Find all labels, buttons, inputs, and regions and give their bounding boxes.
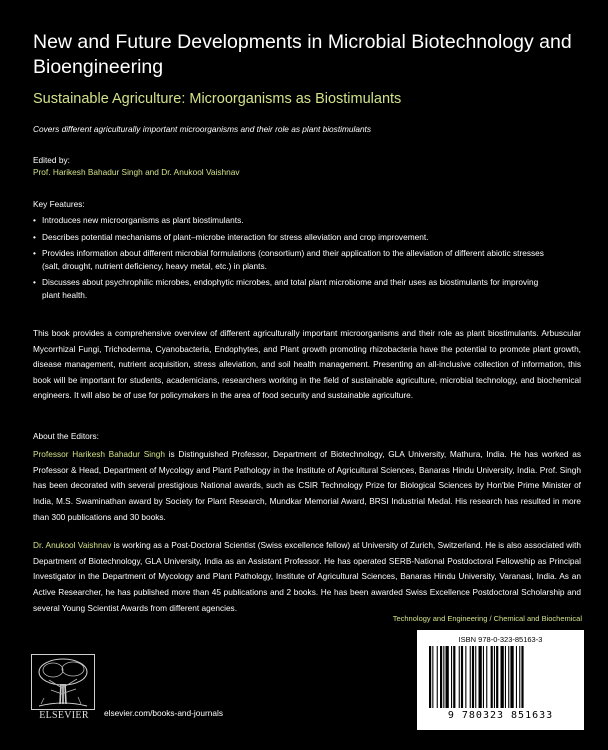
subject-category: Technology and Engineering / Chemical and Biochemical <box>392 614 582 623</box>
editor-bio-text-singh: is Distinguished Professor, Department of Biotechnology, GLA University, Mathura, India. He has worked as Professor & Head, Department of Mycology and Plant Pathology in the Institute of Agricultural Sciences, Banaras Hindu University, India. Prof. Singh has been decorated with several prestigious National awards, such as CSIR Technology Prize for Biological Sciences by Hon'ble Prime Minister of India, M.S. Swaminathan award by Society for Plant Research, Mundkar Memorial Award, BRSI Industrial Medal. His research has resulted in more than 300 publications and 30 books. <box>33 449 581 522</box>
barcode-bar <box>510 646 513 708</box>
barcode-bar <box>521 646 523 708</box>
barcode-bar <box>432 646 433 708</box>
barcode-bar <box>437 646 438 708</box>
isbn-barcode-box <box>417 630 584 730</box>
barcode-bar <box>472 646 474 708</box>
book-title: New and Future Developments in Microbial Biotechnology and Bioengineering <box>33 31 572 78</box>
tagline: Covers different agriculturally important microorganisms and their role as plant biostimulants <box>33 124 372 134</box>
key-feature-item: • Introduces new microorganisms as plant biostimulants. <box>33 214 553 227</box>
key-feature-item: • Discusses about psychrophilic microbes, endophytic microbes, and total plant microbiome and their uses as biostimulants for improving plant health. <box>33 276 553 301</box>
key-features-list <box>33 214 553 305</box>
barcode-bar <box>465 646 466 708</box>
barcode-bar <box>479 646 482 708</box>
editor-bio-vaishnav <box>33 538 581 617</box>
about-editors-label: About the Editors: <box>33 431 99 441</box>
publisher-website[interactable]: elsevier.com/books-and-journals <box>104 708 223 718</box>
barcode-bar <box>516 646 517 708</box>
editor-name-singh: Professor Harikesh Bahadur Singh <box>33 449 165 459</box>
editor-bio-singh <box>33 447 581 526</box>
barcode-bar <box>451 646 452 708</box>
isbn-number: ISBN 978-0-323-85163-3 <box>458 635 543 644</box>
book-summary: This book provides a comprehensive overview of different agriculturally important microorganisms and their role as plant biostimulants. Arbuscular Mycorrhizal Fungi, Trichoderma, Cyanobacteria, Endophytes, and Plant growth promoting rhizobacteria have the potential to promote plant growth, disease management, nutrient acquisition, stress alleviation, and soil health management. Presenting an all-inclusive collection of information, this book will be important for students, academicians, researchers working in the field of sustainable agriculture, microbial technology, and biochemical engineers. It will also be of use for policymakers in the area of food security and sustainable agriculture. <box>33 328 581 400</box>
barcode-bar <box>491 646 493 708</box>
key-feature-item: • Provides information about different microbial formulations (consortium) and their application to the alleviation of different abiotic stresses (salt, drought, nutrient deficiency, heavy metal, etc.) in plants. <box>33 247 553 272</box>
barcode-bar <box>440 646 442 708</box>
barcode-bar <box>459 646 460 708</box>
barcode-bar <box>508 646 509 708</box>
barcode-bar <box>494 646 495 708</box>
editor-name-vaishnav: Dr. Anukool Vaishnav <box>33 540 112 550</box>
edited-by-label: Edited by: <box>33 155 70 165</box>
barcode-bar <box>446 646 449 708</box>
barcode-bar <box>475 646 476 708</box>
barcode-bar <box>429 646 431 708</box>
book-subtitle: Sustainable Agriculture: Microorganisms as Biostimulants <box>33 91 402 107</box>
barcode-icon <box>427 646 577 708</box>
barcode-bar <box>486 646 487 708</box>
editor-bio-text-vaishnav: is working as a Post-Doctoral Scientist (Swiss excellence fellow) at University of Zurich, Switzerland. He is also associated with Department of Biotechnology, GLA University, India as an Assistant Professor. He has operated SERB-National Postdoctoral Fellowship as Principal Investigator in the Department of Mycology and Plant Pathology, Institute of Agricultural Sciences, Banaras Hindu University, Varanasi, India. As an Active Researcher, he has published more than 45 publications and 2 books. He has been awarded Swiss Excellence Postdoctoral Scholarship and several Young Scientist Awards from different agencies. <box>33 540 581 613</box>
barcode-bar <box>443 646 444 708</box>
key-features-label: Key Features: <box>33 199 85 209</box>
barcode-bar <box>483 646 484 708</box>
key-feature-item: • Describes potential mechanisms of plant–microbe interaction for stress alleviation and crop improvement. <box>33 231 553 244</box>
elsevier-tree-logo-icon <box>31 654 95 710</box>
barcode-bar <box>519 646 520 708</box>
barcode-bar <box>453 646 455 708</box>
editors: Prof. Harikesh Bahadur Singh and Dr. Anukool Vaishnav <box>33 167 240 177</box>
publisher-name: ELSEVIER <box>39 710 89 721</box>
barcode-bar <box>501 646 504 708</box>
barcode-bar <box>461 646 463 708</box>
barcode-bar <box>470 646 471 708</box>
barcode-bar <box>505 646 506 708</box>
barcode-bar <box>496 646 498 708</box>
barcode-digits: 9 780323 851633 <box>447 710 554 721</box>
